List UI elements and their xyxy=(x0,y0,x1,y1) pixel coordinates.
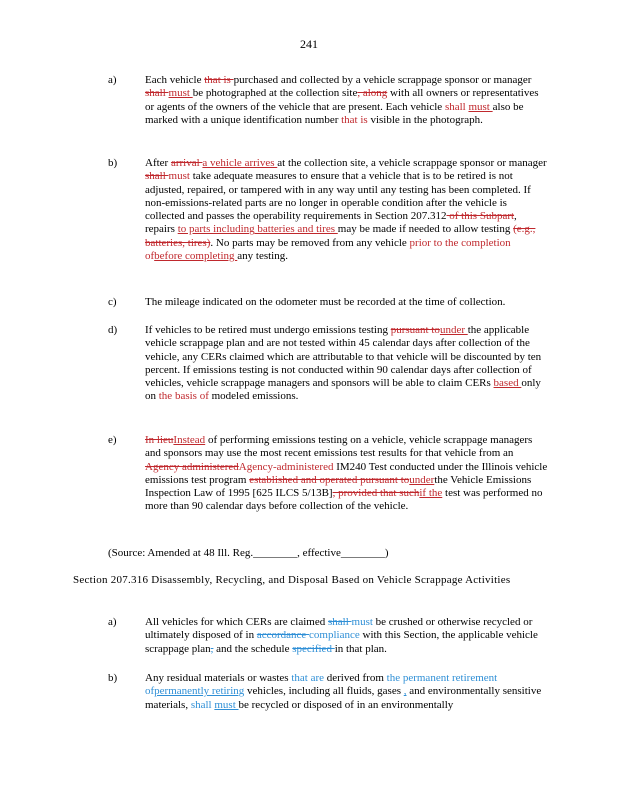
deleted-text: established and operated pursuant to xyxy=(249,473,410,486)
text-run: test was performed no more than 90 calendar days before collection of the vehicle. xyxy=(145,487,543,513)
paragraph-label: b) xyxy=(108,672,118,684)
revised-text: must xyxy=(168,170,190,183)
inserted-text: permanently retiring xyxy=(154,685,245,698)
deleted-text: (e.g., batteries, tires) xyxy=(145,223,536,249)
text-run: be crushed or otherwise recycled or ultimately disposed of in xyxy=(145,616,533,642)
deleted-text: pursuant to xyxy=(390,324,440,336)
paragraph-label: d) xyxy=(108,324,118,336)
text-run: IM240 Test conducted under the Illinois vehicle emissions test program xyxy=(145,460,548,486)
deleted-text: shall xyxy=(145,170,169,183)
text-run: and the schedule xyxy=(213,642,293,655)
text-run: may be made if needed to allow testing xyxy=(337,223,514,236)
paragraph-text xyxy=(145,434,548,514)
revised-text: shall xyxy=(444,100,469,113)
text-run: vehicles, including all fluids, gases xyxy=(244,685,404,698)
text-run: at the collection site, a vehicle scrappage sponsor or manager xyxy=(277,157,547,169)
deleted-text: accordance xyxy=(256,629,310,642)
revised-text: the permanent retirement of xyxy=(145,672,498,698)
deleted-text: , xyxy=(210,642,214,655)
text-run: only on xyxy=(145,377,541,403)
deleted-text: In lieu xyxy=(145,434,174,446)
inserted-text: under xyxy=(409,473,435,486)
revised-text: that are xyxy=(291,672,325,684)
revised-text: prior to the completion of xyxy=(145,236,511,263)
inserted-text: a vehicle arrives xyxy=(202,157,278,169)
paragraph-label: c) xyxy=(108,296,117,308)
deleted-text: specified xyxy=(292,642,335,655)
text-run: The mileage indicated on the odometer must be recorded at the time of collection. xyxy=(145,296,506,308)
text-run: take adequate measures to ensure that a vehicle that is to be retired is not adjusted, repaired, or tampered with in any way until any testing has been completed. If non-emissions-related parts are no longer in operable condition after the vehicle is collected and passes the operability requirements in Section 207.312 xyxy=(145,170,531,223)
revised-text: that is xyxy=(341,113,368,126)
text-run: . No parts may be removed from any vehicle xyxy=(210,236,410,249)
text-run: of performing emissions testing on a vehicle, vehicle scrappage managers and sponsors may use the most recent emissions test results for that vehicle from an xyxy=(145,434,533,460)
text-run: in that plan. xyxy=(334,642,387,655)
deleted-text: that is xyxy=(204,74,234,86)
text-run: be photographed at the collection site xyxy=(192,87,358,100)
inserted-text: based xyxy=(493,377,522,390)
inserted-text: must xyxy=(214,698,239,711)
paragraph-text xyxy=(145,672,548,712)
text-run: with this Section, the applicable vehicle scrappage plan xyxy=(145,629,538,655)
section-heading: Section 207.316 Disassembly, Recycling, and Disposal Based on Vehicle Scrappage Activities xyxy=(73,574,511,586)
inserted-text: to parts including batteries and tires xyxy=(177,223,338,236)
deleted-text: of this Subpart xyxy=(446,210,515,223)
text-run: the applicable vehicle scrappage plan and are not tested within 45 calendar days after collection of the vehicle, any CERs claimed which are attributable to that vehicle will be discounted by ten percent. If emissions testing is not conducted within 90 calendar days after collection of vehicles, vehicle scrappage managers and sponsors will be able to claim CERs xyxy=(145,324,542,390)
deleted-text: , along xyxy=(357,87,388,100)
text-run: with all owners or representatives or agents of the owners of the vehicle that are present. Each vehicle xyxy=(145,87,539,113)
deleted-text: Agency administered xyxy=(145,460,239,473)
revised-text: compliance xyxy=(309,629,360,642)
text-run: After xyxy=(145,157,171,169)
inserted-text: Instead xyxy=(173,434,206,446)
text-run: derived from xyxy=(324,672,387,684)
text-run: All vehicles for which CERs are claimed xyxy=(145,616,328,628)
text-run: visible in the photograph. xyxy=(367,113,483,126)
inserted-text: if the xyxy=(419,487,443,500)
text-run: Any residual materials or wastes xyxy=(145,672,292,684)
source-note: (Source: Amended at 48 Ill. Reg.________, effective________) xyxy=(108,547,389,559)
paragraph-label: a) xyxy=(108,74,117,86)
inserted-text: under xyxy=(439,324,468,336)
paragraph-label: a) xyxy=(108,616,117,628)
deleted-text: shall xyxy=(145,87,169,100)
inserted-text: before completing xyxy=(154,250,238,263)
revised-text: the basis of xyxy=(158,390,209,403)
text-run: be recycled or disposed of in an environmentally xyxy=(238,698,454,711)
text-run: and environmentally sensitive materials, xyxy=(145,685,542,711)
deleted-text: arrival xyxy=(170,157,203,169)
paragraph-text xyxy=(145,616,548,656)
revised-text: Agency-administered xyxy=(238,460,334,473)
inserted-text: must xyxy=(468,100,493,113)
revised-text: shall xyxy=(190,698,215,711)
text-run: also be marked with a unique identification number xyxy=(145,100,524,126)
paragraph-text xyxy=(145,157,548,263)
text-run: the Vehicle Emissions Inspection Law of 1995 [625 ILCS 5/13B] xyxy=(145,473,532,500)
paragraph-label: e) xyxy=(108,434,117,446)
paragraph-text xyxy=(145,296,548,309)
text-run: If vehicles to be retired must undergo emissions testing xyxy=(145,324,391,336)
inserted-text: , xyxy=(403,685,407,698)
deleted-text: , provided that such xyxy=(332,487,420,500)
paragraph-label: b) xyxy=(108,157,118,169)
text-run: any testing. xyxy=(237,250,288,263)
text-run: modeled emissions. xyxy=(208,390,299,403)
deleted-text: shall xyxy=(327,616,352,628)
paragraph-text xyxy=(145,74,548,127)
page-number: 241 xyxy=(300,37,318,51)
paragraph-text xyxy=(145,324,548,404)
inserted-text: must xyxy=(168,87,193,100)
revised-text: must xyxy=(351,616,373,628)
text-run: , repairs xyxy=(145,210,517,236)
text-run: Each vehicle xyxy=(145,74,205,86)
text-run: purchased and collected by a vehicle scrappage sponsor or manager xyxy=(233,74,532,86)
